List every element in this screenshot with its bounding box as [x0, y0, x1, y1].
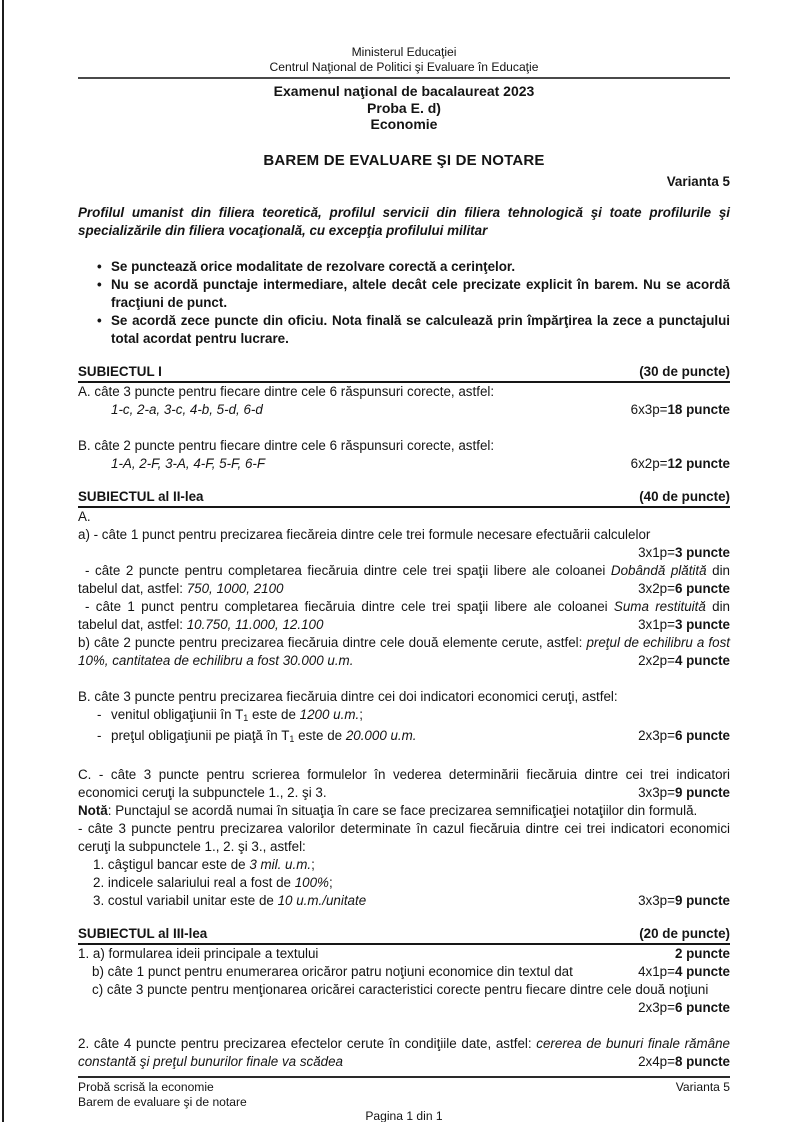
text-run: ;	[328, 874, 333, 890]
preamble	[78, 204, 730, 348]
scan-edge-line	[2, 0, 4, 1122]
section-points: (30 de puncte)	[639, 363, 730, 379]
text-run: : Punctajul se acordă numai în situaţia în care se face precizarea semnificaţiei notaţiilor din formulă.	[107, 802, 698, 818]
barem-line	[78, 892, 730, 910]
text-run: 2. câte 4 puncte pentru precizarea efectelor cerute în condiţiile date, astfel:	[78, 1035, 537, 1051]
barem-line	[78, 562, 730, 598]
spacer	[78, 670, 730, 688]
footer-barem: Barem de evaluare şi de notare	[78, 1094, 247, 1109]
footer-variant: Varianta 5	[675, 1080, 730, 1094]
text-run: preţul obligaţiunii pe piaţă în T	[111, 727, 290, 743]
text-run: 20.000 u.m.	[345, 727, 417, 743]
barem-line	[78, 856, 730, 874]
text-run: Dobândă plătită	[610, 562, 707, 578]
section-subiectul-1	[78, 363, 730, 473]
page-content	[78, 45, 730, 1071]
barem-line	[78, 526, 730, 562]
text-run: Nu se acordă punctaje intermediare, altele decât cele precizate explicit în barem. Nu se acordă fracţiuni de punct.	[111, 276, 730, 310]
text-run: este de	[248, 706, 300, 722]
text-run: din tabelul dat, astfel:	[78, 598, 731, 632]
text-run: - câte 2 puncte pentru completarea fiecăruia dintre cele trei spaţii libere ale coloanei	[85, 562, 611, 578]
section-title: SUBIECTUL I	[78, 363, 162, 379]
text-run: 100%	[294, 874, 329, 890]
text-run: ;	[311, 856, 315, 872]
page-footer	[78, 1076, 730, 1122]
barem-line	[78, 634, 730, 670]
text-run: 1. câştigul bancar este de	[93, 856, 250, 872]
text-run: 1. a) formularea ideii principale a textului	[78, 945, 319, 961]
section-body	[78, 383, 730, 473]
barem-line	[78, 383, 730, 401]
score-value: 2x4p=8 puncte	[638, 1053, 730, 1069]
spacer	[78, 240, 730, 258]
score-value: 2x3p=6 puncte	[638, 727, 730, 743]
text-run: c) câte 3 puncte pentru menţionarea oricărei caracteristici corecte pentru fiecare dintre cele două noţiuni	[92, 981, 709, 997]
footer-divider	[78, 1076, 730, 1078]
text-run: 1200 u.m.	[299, 706, 360, 722]
rule-bullet	[78, 276, 730, 312]
barem-line	[78, 727, 730, 748]
text-run: cererea de bunuri finale rămâne constantă şi preţul bunurilor finale va scădea	[78, 1035, 730, 1069]
barem-line	[78, 437, 730, 455]
barem-line	[78, 874, 730, 892]
score-value: 3x3p=9 puncte	[638, 784, 730, 800]
proba-line: Proba E. d)	[367, 99, 441, 116]
text-run: venitul obligaţiunii în T	[111, 706, 244, 722]
text-run: Suma restituită	[613, 598, 706, 614]
score-value: 3x3p=9 puncte	[638, 892, 730, 908]
variant-label: Varianta 5	[666, 173, 730, 189]
text-run: - câte 3 puncte pentru precizarea valorilor determinate în cazul fiecăruia dintre cei trei indicatori economici ceruţi la subpunctele 1., 2. şi 3., astfel:	[78, 820, 730, 854]
text-run: este de	[294, 727, 346, 743]
text-run: a) - câte 1 punct pentru precizarea fiecăreia dintre cele trei formule necesare efectuării calculelor	[78, 526, 651, 542]
barem-title: BAREM DE EVALUARE ŞI DE NOTARE	[263, 151, 545, 169]
header-divider	[78, 77, 730, 79]
section-body	[78, 508, 730, 910]
footer-page-number: Pagina 1 din 1	[365, 1109, 443, 1122]
text-run: A.	[78, 508, 91, 524]
barem-line	[78, 688, 730, 706]
barem-line	[78, 981, 730, 1017]
section-heading	[78, 488, 730, 508]
barem-line	[78, 401, 730, 419]
spacer	[78, 1017, 730, 1035]
section-title: SUBIECTUL al II-lea	[78, 488, 204, 504]
text-run: 10 u.m./unitate	[277, 892, 367, 908]
text-run: 1-A, 2-F, 3-A, 4-F, 5-F, 6-F	[111, 455, 266, 471]
center-line: Centrul Naţional de Politici şi Evaluare în Educaţie	[269, 60, 539, 74]
text-run: 3 mil. u.m.	[249, 856, 312, 872]
text-run: b) câte 1 punct pentru enumerarea oricăror patru noţiuni economice din textul dat	[92, 963, 573, 979]
score-value: 4x1p=4 puncte	[638, 963, 730, 979]
text-run: ;	[359, 706, 363, 722]
barem-line	[78, 945, 730, 963]
barem-line	[78, 706, 730, 727]
text-run: 10.750, 11.000, 12.100	[186, 616, 324, 632]
text-run: 1	[243, 712, 249, 723]
text-run: Se punctează orice modalitate de rezolvare corectă a cerinţelor.	[111, 258, 516, 274]
text-run: C. - câte 3 puncte pentru scrierea formulelor în vederea determinării fiecăruia dintre cei trei indicatori economici ceruţi la subpunctele 1., 2. şi 3.	[78, 766, 730, 800]
text-run: 2. indicele salariului real a fost de	[93, 874, 295, 890]
score-value: 2x2p=4 puncte	[638, 652, 730, 668]
exam-title: Examenul naţional de bacalaureat 2023	[273, 83, 535, 99]
barem-line	[78, 455, 730, 473]
text-run: 1-c, 2-a, 3-c, 4-b, 5-d, 6-d	[111, 401, 263, 417]
section-heading	[78, 363, 730, 383]
text-run: A. câte 3 puncte pentru fiecare dintre cele 6 răspunsuri corecte, astfel:	[78, 383, 495, 399]
barem-line	[78, 1035, 730, 1071]
section-subiectul-3	[78, 925, 730, 1071]
rule-bullet	[78, 312, 730, 348]
score-value: 3x2p=6 puncte	[638, 580, 730, 596]
score-value: 2x3p=6 puncte	[638, 999, 730, 1015]
text-run: preţul de echilibru a fost 10%, cantitatea de echilibru a fost 30.000 u.m.	[78, 634, 731, 668]
section-body	[78, 945, 730, 1071]
profile-note	[78, 204, 730, 240]
barem-line	[78, 508, 730, 526]
text-run: B. câte 2 puncte pentru fiecare dintre cele 6 răspunsuri corecte, astfel:	[78, 437, 495, 453]
text-run: - câte 1 punct pentru completarea fiecăruia dintre cele trei spaţii libere ale coloanei	[85, 598, 614, 614]
footer-proba: Probă scrisă la economie	[78, 1080, 214, 1094]
score-value: 6x2p=12 puncte	[630, 455, 730, 471]
section-heading	[78, 925, 730, 945]
barem-line	[78, 963, 730, 981]
text-run: Profilul umanist din filiera teoretică, profilul servicii din filiera tehnologică şi toate profilurile şi specializările din filiera vocaţională, cu excepţia profilului militar	[78, 204, 730, 238]
score-value: 3x1p=3 puncte	[638, 616, 730, 632]
text-run: B. câte 3 puncte pentru precizarea fiecăruia dintre cei doi indicatori economici ceruţi, astfel:	[78, 688, 618, 704]
section-title: SUBIECTUL al III-lea	[78, 925, 208, 941]
barem-line	[78, 802, 730, 820]
section-points: (40 de puncte)	[639, 488, 730, 504]
spacer	[78, 419, 730, 437]
section-points: (20 de puncte)	[639, 925, 730, 941]
text-run: Se acordă zece puncte din oficiu. Nota finală se calculează prin împărţirea la zece a punctajului total acordat pentru lucrare.	[111, 312, 730, 346]
text-run: 750, 1000, 2100	[186, 580, 284, 596]
text-run: Notă	[78, 802, 108, 818]
score-value: 2 puncte	[674, 945, 730, 961]
barem-line	[78, 820, 730, 856]
rule-bullet	[78, 258, 730, 276]
barem-line	[78, 598, 730, 634]
score-value: 6x3p=18 puncte	[630, 401, 730, 417]
spacer	[78, 748, 730, 766]
ministry-line: Ministerul Educaţiei	[351, 45, 457, 59]
subject-line: Economie	[370, 116, 438, 132]
section-subiectul-2	[78, 488, 730, 910]
text-run: b) câte 2 puncte pentru precizarea fiecăruia dintre cele două elemente cerute, astfel:	[78, 634, 587, 650]
text-run: din tabelul dat, astfel:	[78, 562, 731, 596]
score-value: 3x1p=3 puncte	[638, 544, 730, 560]
text-run: 1	[289, 733, 295, 744]
barem-line	[78, 766, 730, 802]
text-run: 3. costul variabil unitar este de	[93, 892, 278, 908]
